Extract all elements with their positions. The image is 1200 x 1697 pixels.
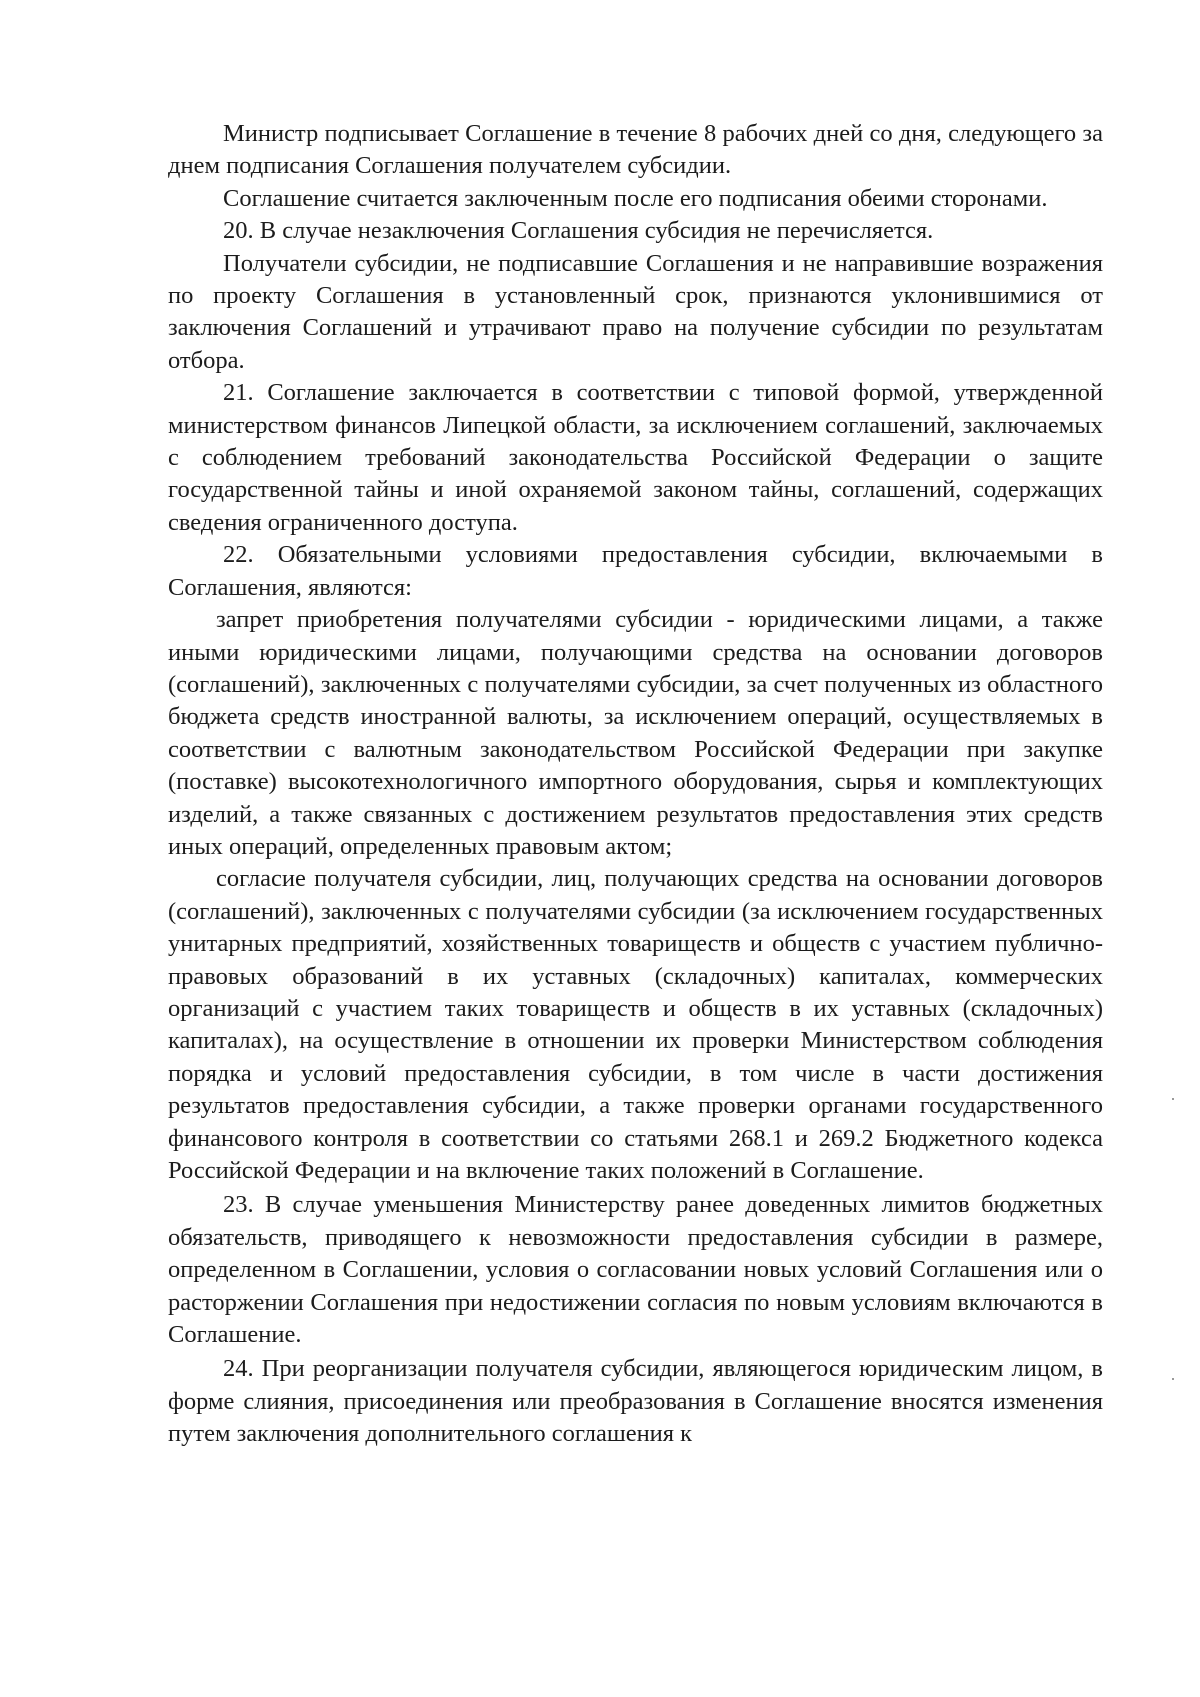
paragraph-agreement-concluded: Соглашение считается заключенным после его подписания обеими сторонами. xyxy=(223,184,1048,212)
document-body xyxy=(168,118,1103,1451)
scan-speck xyxy=(1172,1098,1174,1100)
paragraph-clause-23: 23. В случае уменьшения Министерству ранее доведенных лимитов бюджетных обязательств, приводящего к невозможности предоставления субсидии в размере, определенном в Соглашении, условия о согласовании новых условий Соглашения или о расторжении Соглашения при недостижении согласия по новым условиям включаются в Соглашение. xyxy=(168,1191,1103,1349)
paragraph-consent-to-inspection: согласие получателя субсидии, лиц, получающих средства на основании договоров (соглашений), заключенных с получателями субсидии (за исключением государственных унитарных предприятий, хозяйственных товариществ и обществ с участием публично-правовых образований в их уставных (складочных) капиталах, коммерческих организаций с участием таких товариществ и обществ в их уставных (складочных) капиталах), на осуществление в отношении их проверки Министерством соблюдения порядка и условий предоставления субсидии, в том числе в части достижения результатов предоставления субсидии, а также проверки органами государственного финансового контроля в соответствии со статьями 268.1 и 269.2 Бюджетного кодекса Российской Федерации и на включение таких положений в Соглашение. xyxy=(168,865,1103,1184)
paragraph-clause-24: 24. При реорганизации получателя субсидии, являющегося юридическим лицом, в форме слияния, присоединения или преобразования в Соглашение вносятся изменения путем заключения дополнительного соглашения к xyxy=(168,1355,1103,1448)
paragraph-clause-21: 21. Соглашение заключается в соответствии с типовой формой, утвержденной министерством финансов Липецкой области, за исключением соглашений, заключаемых с соблюдением требований законодательства Российской Федерации о защите государственной тайны и иной охраняемой законом тайны, соглашений, содержащих сведения ограниченного доступа. xyxy=(168,379,1103,536)
paragraph-currency-prohibition: запрет приобретения получателями субсидии - юридическими лицами, а также иными юридическими лицами, получающими средства на основании договоров (соглашений), заключенных с получателями субсидии, за счет полученных из областного бюджета средств иностранной валюты, за исключением операций, осуществляемых в соответствии с валютным законодательством Российской Федерации при закупке (поставке) высокотехнологичного импортного оборудования, сырья и комплектующих изделий, а также связанных с достижением результатов предоставления этих средств иных операций, определенных правовым актом; xyxy=(168,606,1103,860)
paragraph-minister-signs: Министр подписывает Соглашение в течение 8 рабочих дней со дня, следующего за днем подписания Соглашения получателем субсидии. xyxy=(168,120,1103,180)
paragraph-recipients-evaded: Получатели субсидии, не подписавшие Соглашения и не направившие возражения по проекту Соглашения в установленный срок, признаются уклонившимися от заключения Соглашений и утрачивают право на получение субсидии по результатам отбора. xyxy=(168,249,1103,374)
scan-speck xyxy=(1172,1378,1174,1380)
paragraph-clause-20: 20. В случае незаключения Соглашения субсидия не перечисляется. xyxy=(223,217,934,245)
paragraph-clause-22: 22. Обязательными условиями предоставления субсидии, включаемыми в Соглашения, являются: xyxy=(168,541,1103,601)
